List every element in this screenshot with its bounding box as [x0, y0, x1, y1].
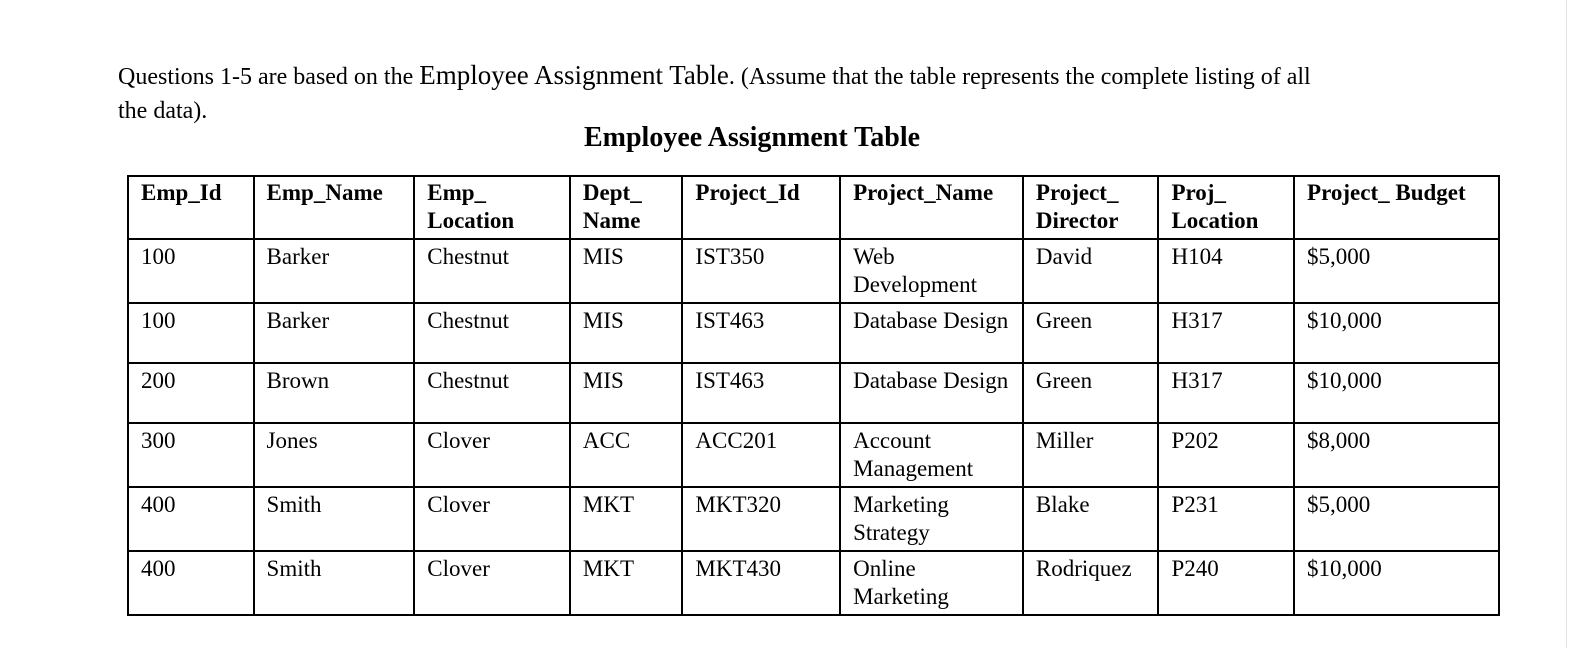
cell-emp-id: 100 — [128, 303, 254, 363]
cell-project-name: Marketing Strategy — [840, 487, 1023, 551]
header-emp-name: Emp_Name — [254, 176, 415, 239]
intro-paragraph — [118, 58, 1318, 128]
viewer-scrollbar-edge[interactable] — [1566, 0, 1589, 648]
header-emp-id: Emp_Id — [128, 176, 254, 239]
cell-project-id: IST350 — [682, 239, 840, 303]
table-row — [128, 303, 1499, 363]
cell-dept-name: MIS — [570, 363, 682, 423]
cell-emp-name: Smith — [254, 551, 415, 615]
table-title: Employee Assignment Table — [583, 122, 921, 153]
cell-proj-location: P240 — [1158, 551, 1294, 615]
cell-emp-location: Clover — [414, 423, 570, 487]
table-row — [128, 551, 1499, 615]
cell-project-director: Rodriquez — [1023, 551, 1159, 615]
cell-proj-location: H104 — [1158, 239, 1294, 303]
intro-text-end: . (Assume that the table represents the complete listing of all the data). — [118, 64, 1311, 124]
cell-project-director: Blake — [1023, 487, 1159, 551]
cell-emp-location: Chestnut — [414, 363, 570, 423]
cell-emp-location: Clover — [414, 551, 570, 615]
cell-proj-location: P231 — [1158, 487, 1294, 551]
table-row — [128, 487, 1499, 551]
cell-project-name: Database Design — [840, 303, 1023, 363]
cell-project-budget: $8,000 — [1294, 423, 1499, 487]
cell-project-budget: $5,000 — [1294, 239, 1499, 303]
cell-dept-name: ACC — [570, 423, 682, 487]
header-project-budget: Project_ Budget — [1294, 176, 1499, 239]
header-emp-location: Emp_ Location — [414, 176, 570, 239]
table-row — [128, 423, 1499, 487]
cell-proj-location: P202 — [1158, 423, 1294, 487]
cell-project-budget: $10,000 — [1294, 303, 1499, 363]
employee-assignment-table — [127, 175, 1500, 616]
cell-emp-id: 200 — [128, 363, 254, 423]
cell-project-director: Miller — [1023, 423, 1159, 487]
cell-emp-location: Chestnut — [414, 239, 570, 303]
cell-project-director: Green — [1023, 303, 1159, 363]
header-project-director: Project_ Director — [1023, 176, 1159, 239]
cell-project-name: Database Design — [840, 363, 1023, 423]
cell-emp-id: 100 — [128, 239, 254, 303]
cell-emp-location: Clover — [414, 487, 570, 551]
header-project-id: Project_Id — [682, 176, 840, 239]
cell-proj-location: H317 — [1158, 363, 1294, 423]
table-row — [128, 239, 1499, 303]
header-proj-location: Proj_ Location — [1158, 176, 1294, 239]
table-row — [128, 363, 1499, 423]
cell-dept-name: MKT — [570, 487, 682, 551]
cell-emp-name: Jones — [254, 423, 415, 487]
cell-dept-name: MIS — [570, 303, 682, 363]
cell-project-id: IST463 — [682, 303, 840, 363]
cell-project-id: IST463 — [682, 363, 840, 423]
cell-emp-name: Barker — [254, 303, 415, 363]
cell-project-name: Account Management — [840, 423, 1023, 487]
cell-project-budget: $5,000 — [1294, 487, 1499, 551]
intro-table-name: Employee Assignment Table — [419, 60, 729, 90]
cell-dept-name: MIS — [570, 239, 682, 303]
cell-project-director: David — [1023, 239, 1159, 303]
cell-emp-id: 400 — [128, 551, 254, 615]
cell-project-id: MKT430 — [682, 551, 840, 615]
cell-project-budget: $10,000 — [1294, 551, 1499, 615]
cell-emp-id: 300 — [128, 423, 254, 487]
header-row — [128, 176, 1499, 239]
cell-emp-name: Brown — [254, 363, 415, 423]
cell-emp-id: 400 — [128, 487, 254, 551]
intro-text-start: Questions 1-5 are based on the — [118, 64, 420, 90]
cell-project-id: MKT320 — [682, 487, 840, 551]
cell-project-name: Online Marketing — [840, 551, 1023, 615]
cell-emp-location: Chestnut — [414, 303, 570, 363]
header-project-name: Project_Name — [840, 176, 1023, 239]
cell-emp-name: Barker — [254, 239, 415, 303]
header-dept-name: Dept_ Name — [570, 176, 682, 239]
cell-proj-location: H317 — [1158, 303, 1294, 363]
cell-dept-name: MKT — [570, 551, 682, 615]
cell-project-budget: $10,000 — [1294, 363, 1499, 423]
cell-project-id: ACC201 — [682, 423, 840, 487]
cell-emp-name: Smith — [254, 487, 415, 551]
cell-project-name: Web Development — [840, 239, 1023, 303]
cell-project-director: Green — [1023, 363, 1159, 423]
